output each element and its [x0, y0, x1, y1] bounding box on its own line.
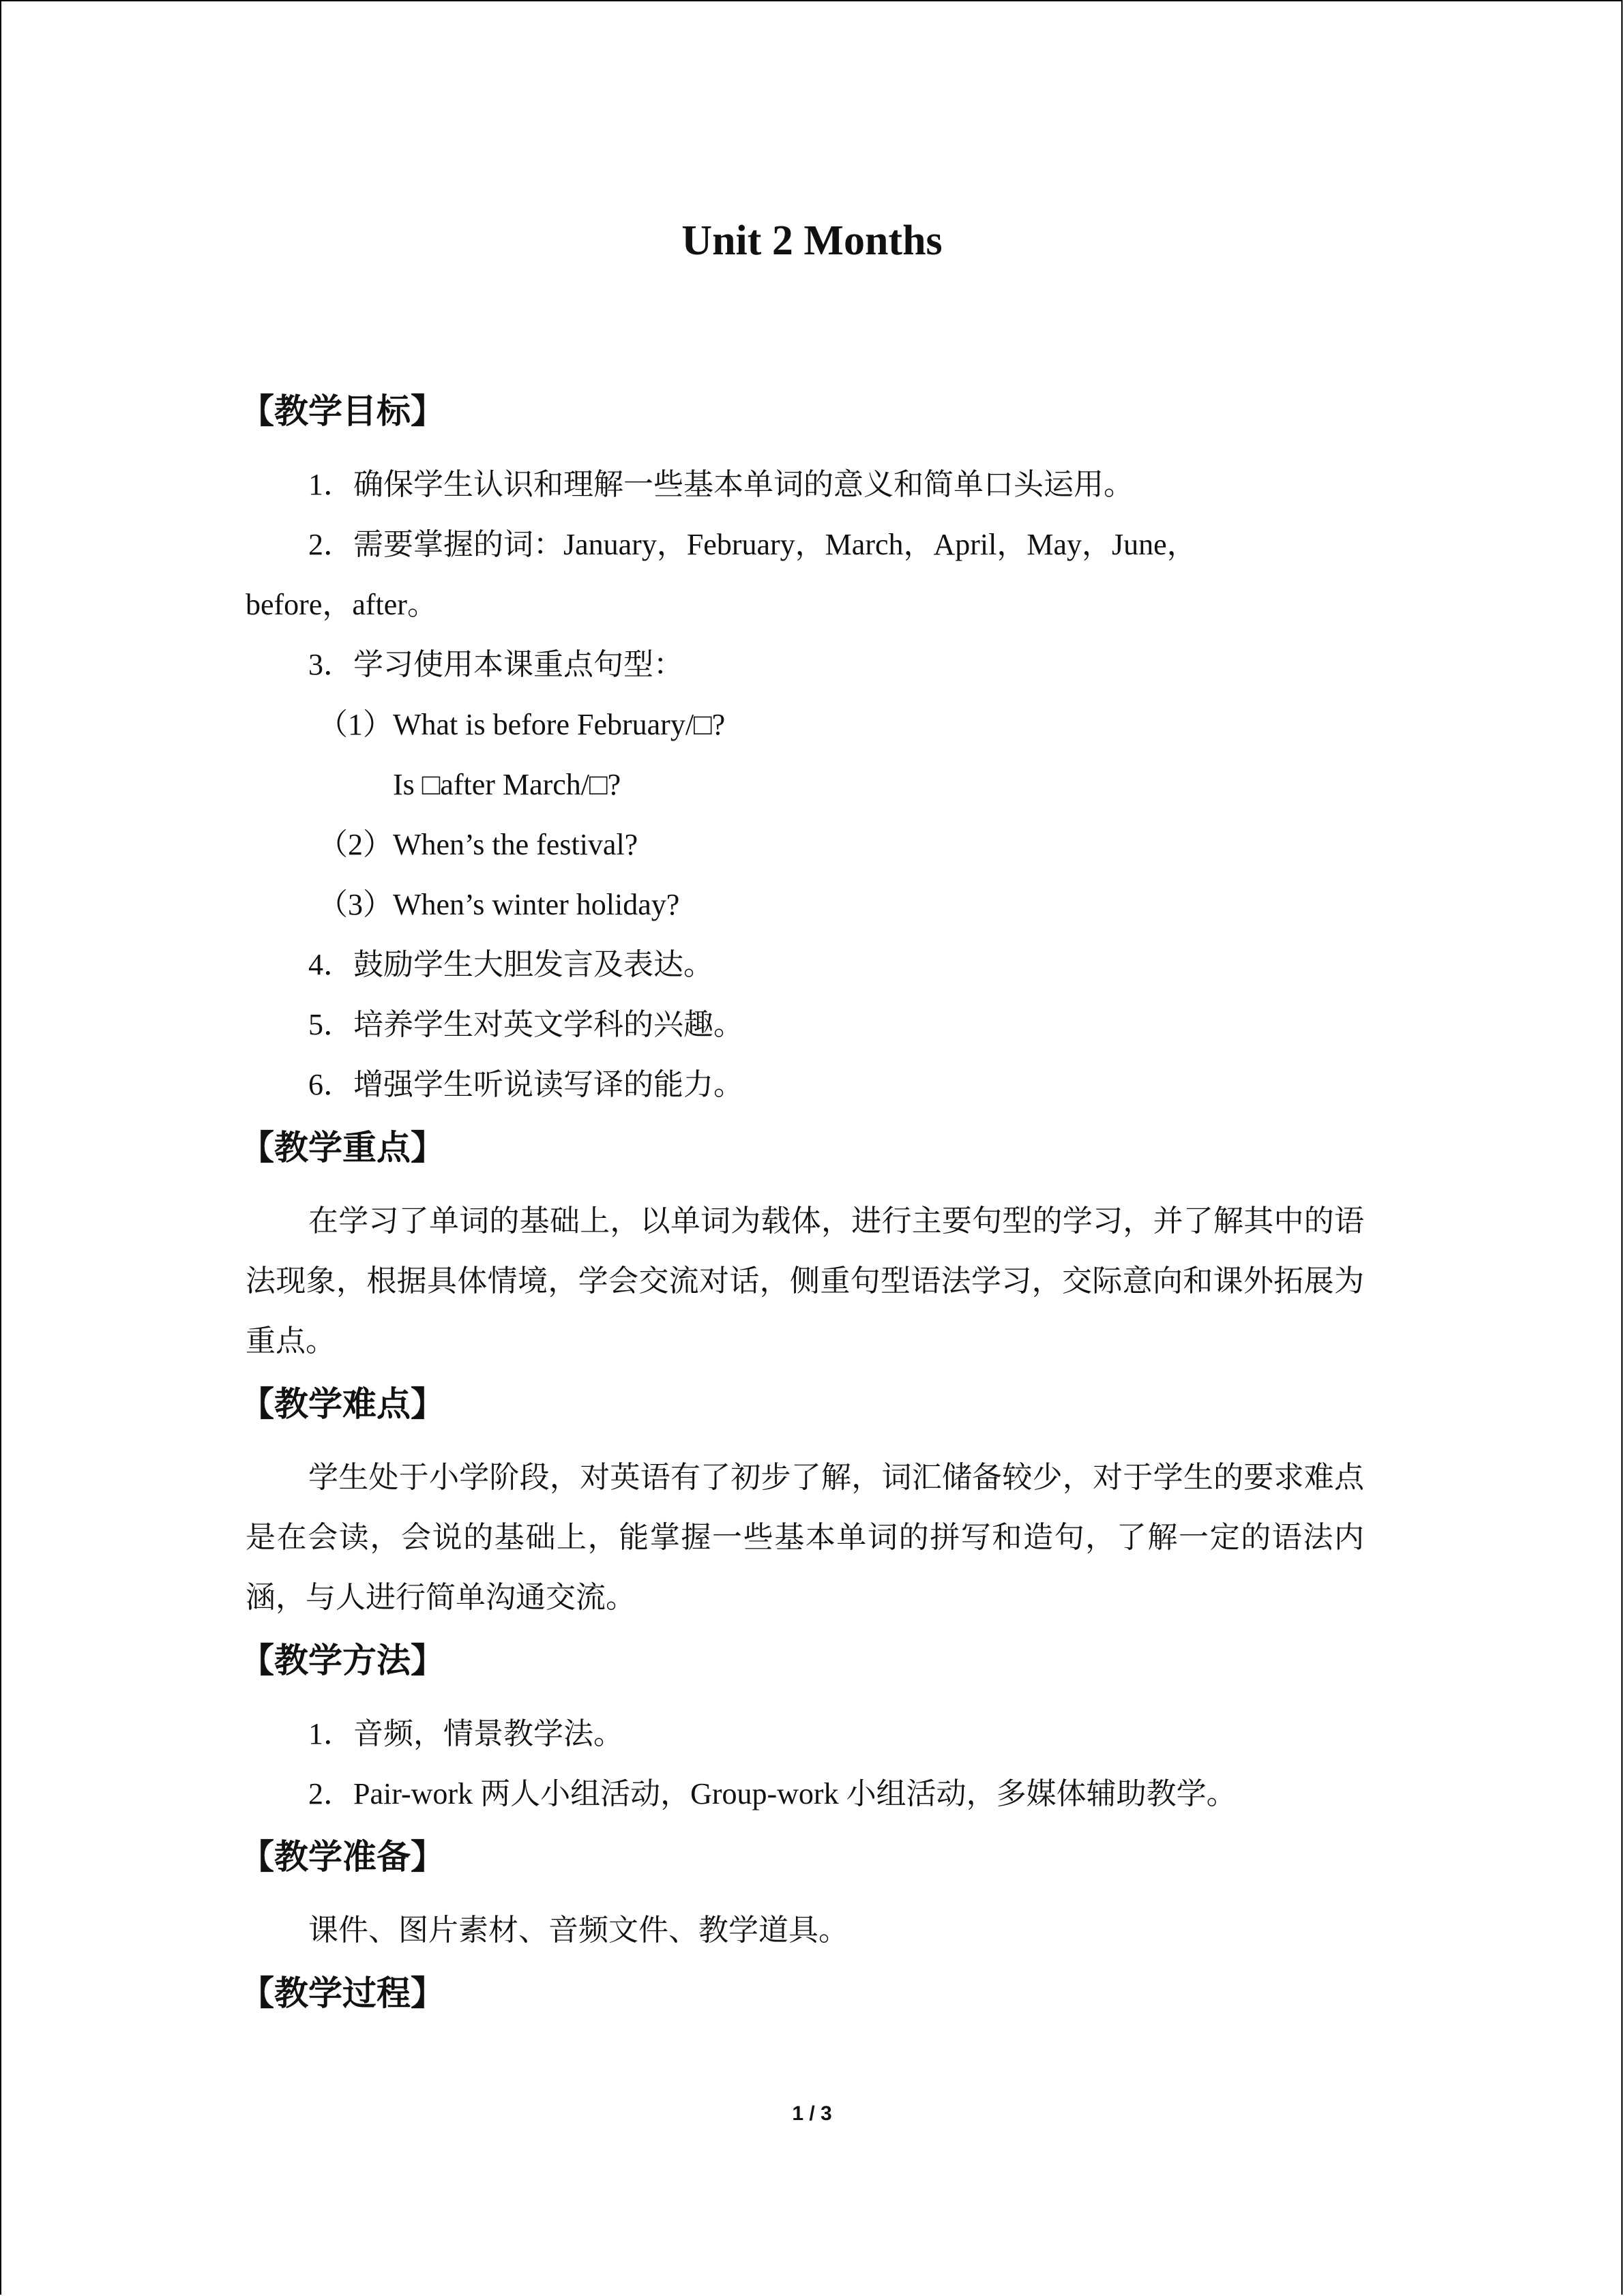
objective-item-1: 1．确保学生认识和理解一些基本单词的意义和简单口头运用。: [308, 468, 1134, 501]
sentence-pattern-3: （3）When’s winter holiday?: [318, 888, 680, 921]
sentence-pattern-2: （2）When’s the festival?: [318, 828, 638, 861]
page-number: 1 / 3: [792, 2102, 832, 2125]
sentence-pattern-1: （1）What is before February/□?: [318, 708, 726, 741]
objective-item-2-continued: before，after。: [246, 588, 437, 621]
section-heading-difficulties: 【教学难点】: [240, 1385, 445, 1423]
objective-item-4: 4．鼓励学生大胆发言及表达。: [308, 948, 713, 981]
objective-item-2: 2．需要掌握的词：January，February，March，April，May，June，: [308, 528, 1197, 561]
section-heading-objectives: 【教学目标】: [240, 392, 445, 430]
section-heading-methods: 【教学方法】: [240, 1641, 445, 1680]
difficulties-paragraph: 学生处于小学阶段，对英语有了初步了解，词汇储备较少，对于学生的要求难点是在会读，会说的基础上，能掌握一些基本单词的拼写和造句，了解一定的语法内涵，与人进行简单沟通交流。: [246, 1461, 1364, 1614]
section-heading-preparation: 【教学准备】: [240, 1838, 445, 1876]
section-heading-key-points: 【教学重点】: [240, 1129, 445, 1167]
method-item-1: 1．音频，情景教学法。: [308, 1717, 623, 1750]
document-title: Unit 2 Months: [681, 218, 943, 264]
sentence-pattern-1b: Is □after March/□?: [393, 768, 621, 801]
objective-item-5: 5．培养学生对英文学科的兴趣。: [308, 1008, 743, 1041]
section-heading-process: 【教学过程】: [240, 1974, 445, 2012]
preparation-text: 课件、图片素材、音频文件、教学道具。: [308, 1913, 848, 1947]
objective-item-3: 3．学习使用本课重点句型：: [308, 648, 683, 681]
method-item-2: 2．Pair-work 两人小组活动，Group-work 小组活动，多媒体辅助教学。: [308, 1777, 1237, 1810]
objective-item-6: 6．增强学生听说读写译的能力。: [308, 1068, 743, 1101]
document-body: [240, 378, 1364, 2026]
key-points-paragraph: 在学习了单词的基础上，以单词为载体，进行主要句型的学习，并了解其中的语法现象，根据具体情境，学会交流对话，侧重句型语法学习，交际意向和课外拓展为重点。: [246, 1204, 1364, 1358]
